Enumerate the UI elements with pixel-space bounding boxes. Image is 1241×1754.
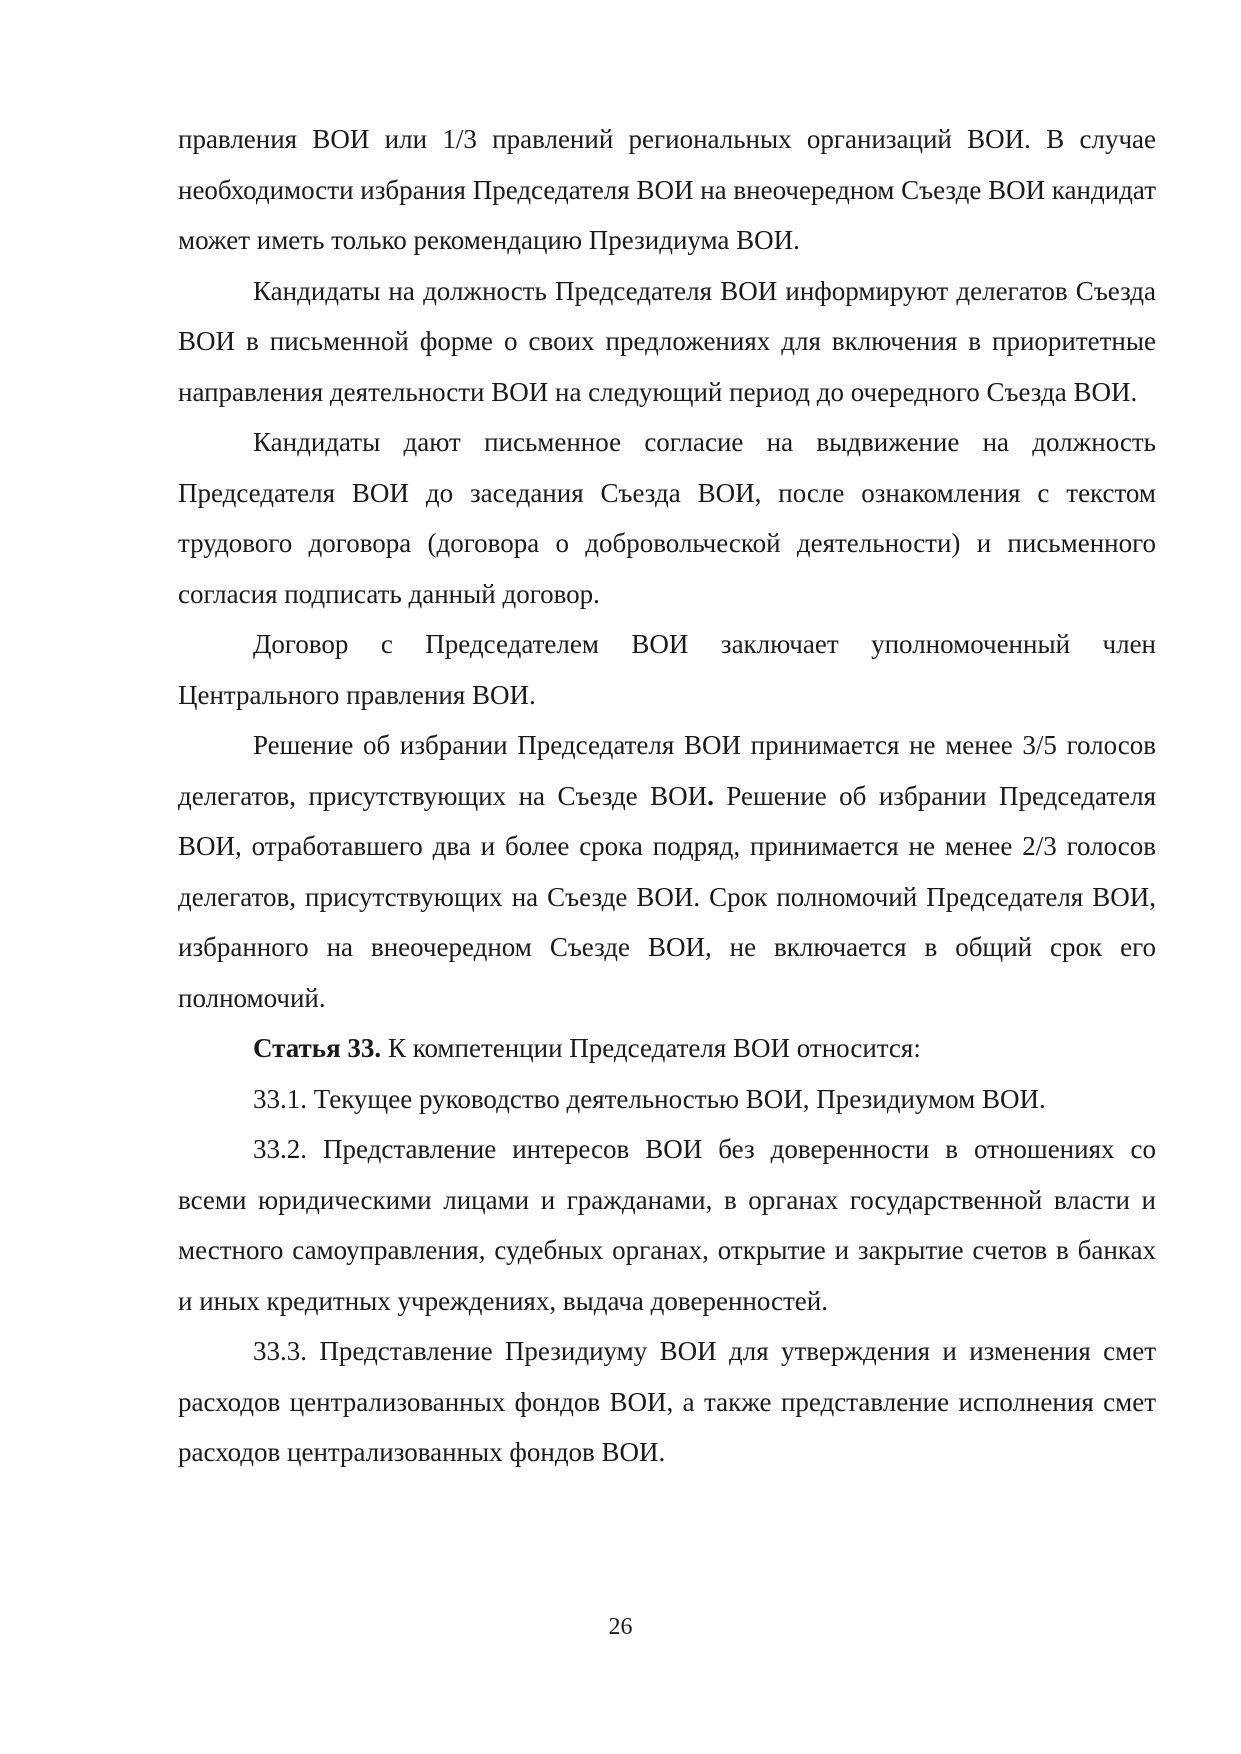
election-decision-text-2: Решение об избрании Председателя ВОИ, отработавшего два и более срока подряд, принимается не менее 2/3 голосов делегатов, присутствующих на Съезде ВОИ. Срок полномочий Председателя ВОИ, избранного на внеочередном Съезде ВОИ, не включается в общий срок его полномочий. (178, 780, 1156, 1013)
article-33-heading (178, 1023, 1156, 1074)
page-number: 26 (608, 1614, 633, 1640)
clause-33-2: 33.2. Представление интересов ВОИ без доверенности в отношениях со всеми юридическими лицами и гражданами, в органах государственной власти и местного самоуправления, судебных органах, открытие и закрытие счетов в банках и иных кредитных учреждениях, выдача доверенностей. (178, 1134, 1156, 1316)
paragraph-candidates-consent: Кандидаты дают письменное согласие на выдвижение на должность Председателя ВОИ до заседания Съезда ВОИ, после ознакомления с текстом трудового договора (договора о добровольческой деятельности) и письменного согласия подписать данный договор. (178, 427, 1156, 609)
paragraph-contract: Договор с Председателем ВОИ заключает уполномоченный член Центрального правления ВОИ. (178, 629, 1156, 710)
paragraph-continuation: правления ВОИ или 1/3 правлений региональных организаций ВОИ. В случае необходимости избрания Председателя ВОИ на внеочередном Съезде ВОИ кандидат может иметь только рекомендацию Президиума ВОИ. (178, 124, 1156, 255)
article-33-label: Статья 33. (253, 1033, 382, 1063)
election-decision-text-1: Решение об избрании Председателя ВОИ принимается не менее 3/5 голосов делегатов, присутствующих на Съезде ВОИ (178, 730, 1156, 811)
document-body (178, 114, 1156, 1478)
clause-33-1: 33.1. Текущее руководство деятельностью ВОИ, Президиумом ВОИ. (253, 1083, 1046, 1114)
election-decision-bold-period: . (707, 780, 714, 811)
paragraph-election-decision (178, 720, 1156, 1023)
clause-33-3: 33.3. Представление Президиуму ВОИ для утверждения и изменения смет расходов централизованных фондов ВОИ, а также представление исполнения смет расходов централизованных фондов ВОИ. (178, 1336, 1156, 1467)
article-33-text: К компетенции Председателя ВОИ относится: (381, 1033, 921, 1063)
paragraph-candidates-inform: Кандидаты на должность Председателя ВОИ информируют делегатов Съезда ВОИ в письменной форме о своих предложениях для включения в приоритетные направления деятельности ВОИ на следующий период до очередного Съезда ВОИ. (178, 275, 1156, 407)
